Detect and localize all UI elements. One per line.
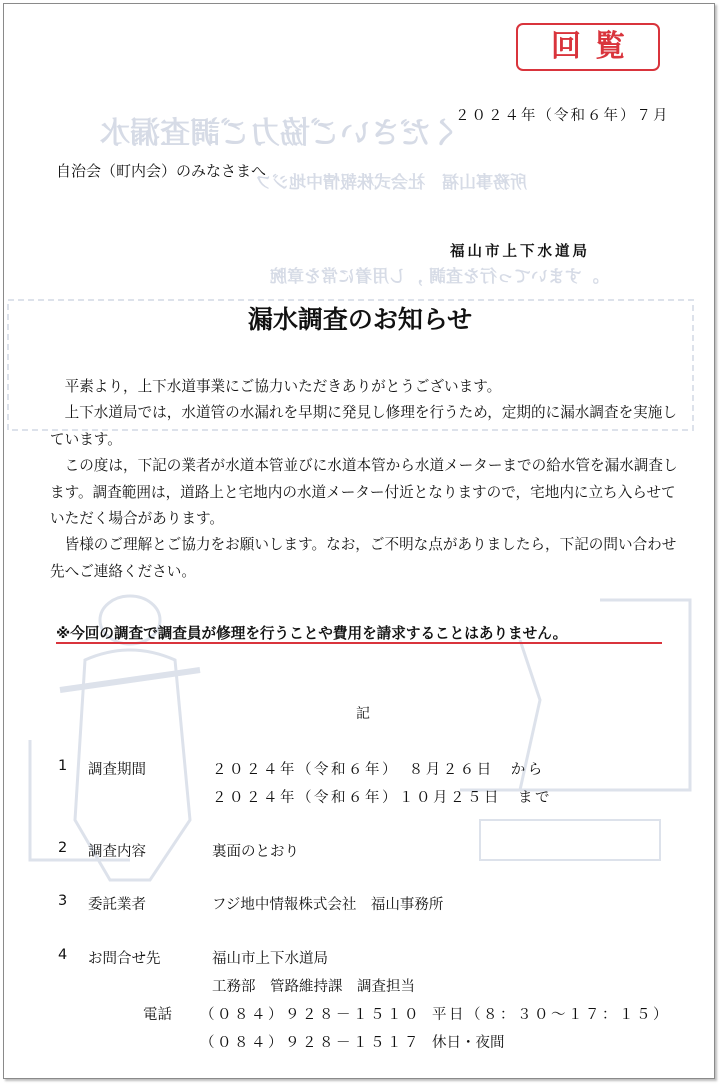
body-paragraph: 平素より，上下水道事業にご協力いただきありがとうございます。 [64,378,502,395]
body-paragraph: この度は，下記の業者が水道本管並びに水道本管から水道メーターまでの給水管を漏水調査します。調査範囲は，道路上と宅地内の水道メーター付近となりますので，宅地内に立ち入らせていただく場合があります。 [50,457,678,528]
body-paragraph: 皆様のご理解とご協力をお願いします。なお，ご不明な点がありましたら，下記の問い合わせ先へご連絡ください。 [50,536,677,580]
item-number: 1 [58,758,68,774]
phone-hours: 平日（８：３０～１７：１５） [432,1007,670,1023]
phone-label: 電話 [143,1007,172,1023]
item-value: 裏面のとおり [212,844,299,860]
phone-number: （０８４）９２８－１５１７ [200,1035,421,1051]
item-value: ２０２４年（令和６年） ８月２６日 から [212,762,545,778]
item-value: 福山市上下水道局 [212,951,328,967]
recipient: 自治会（町内会）のみなさまへ [56,162,267,180]
reverse-side-bleed-text: くださいご協力ご調査漏水 [100,116,460,151]
circulation-stamp: 回覧 [516,23,660,71]
phone-number: （０８４）９２８－１５１０ [200,1007,421,1023]
issue-date: ２０２４年（令和６年）７月 [455,108,670,124]
page-title: 漏水調査のお知らせ [247,305,473,334]
item-label: 調査内容 [88,844,146,860]
item-number: 3 [58,893,68,909]
item-value: ２０２４年（令和６年）１０月２５日 まで [212,790,552,806]
item-number: 2 [58,840,68,856]
item-number: 4 [58,947,68,963]
sender: 福山市上下水道局 [450,244,590,260]
item-value: フジ地中情報株式会社 福山事務所 [212,897,444,913]
ki-heading: 記 [356,706,370,722]
notice-underline [56,642,662,644]
notice-text: ※今回の調査で調査員が修理を行うことや費用を請求することはありません。 [56,625,568,642]
reverse-side-bleed-text: 所務事山福 社会式株報情中地ジフ [255,173,527,193]
body-paragraph: 上下水道局では，水道管の水漏れを早期に発見し修理を行うため，定期的に漏水調査を実施しています。 [50,404,677,448]
reverse-side-bleed-text: 。すまいてっ行を査調 ，し用着に常を章腕 [270,267,599,287]
phone-hours: 休日・夜間 [432,1035,505,1051]
item-label: 調査期間 [88,762,146,778]
body-text [50,374,690,585]
item-label: 委託業者 [88,897,146,913]
item-value: 工務部 管路維持課 調査担当 [212,979,415,995]
item-label: お問合せ先 [88,951,161,967]
